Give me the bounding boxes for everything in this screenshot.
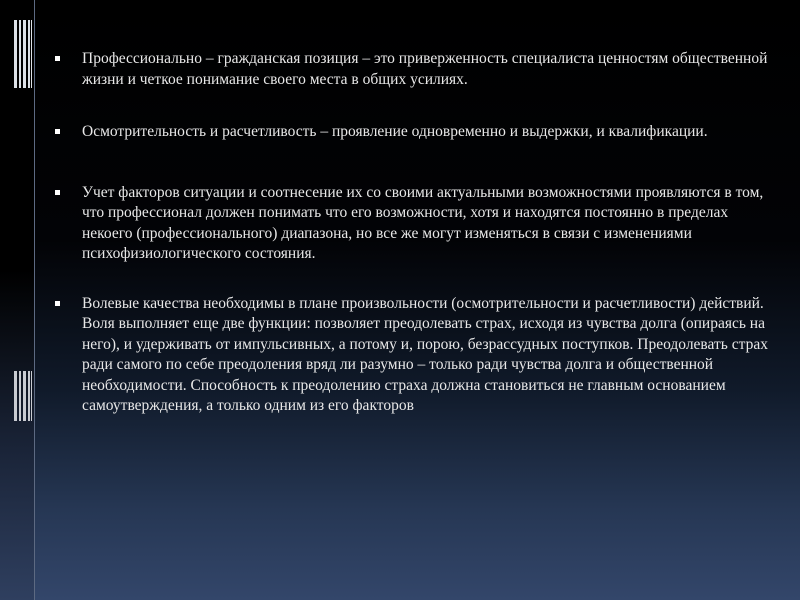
- paragraph-text: Осмотрительность и расчетливость – проявление одновременно и выдержки, и квалификации.: [82, 123, 708, 140]
- left-decor-band: [0, 0, 34, 600]
- paragraph-text: Учет факторов ситуации и соотнесение их со своими актуальными возможностями проявляются в том, что профессионал должен понимать что его возможности, хотя и находятся постоянно в пределах некоего (профессионального) диапазона, но все же могут изменяться в связи с изменениями психофизиологического состояния.: [82, 183, 764, 262]
- square-bullet-icon: [55, 56, 60, 61]
- paragraph-text: Волевые качества необходимы в плане произвольности (осмотрительности и расчетливости) действий. Воля выполняет еще две функции: позволяет преодолевать страх, исходя из чувства долга (опираясь на него), и удерживать от импульсивных, а потому и, порою, безрассудных поступков. Преодолевать страх ради самого по себе преодоления вряд ли разумно – только ради чувства долга и общественной необходимости. Способность к преодолению страха должна становиться не главным основанием самоутверждения, а только одним из его факторов: [82, 294, 768, 414]
- bullet-paragraph-1: [55, 49, 780, 90]
- square-bullet-icon: [55, 129, 60, 134]
- paragraph-text: Профессионально – гражданская позиция – это приверженность специалиста ценностям общественной жизни и четкое понимание своего места в общих усилиях.: [82, 50, 768, 88]
- decorative-stripes-bottom: [14, 371, 32, 421]
- square-bullet-icon: [55, 301, 60, 306]
- bullet-paragraph-4: [55, 294, 780, 417]
- bullet-paragraph-2: [55, 122, 780, 143]
- vertical-divider-line: [34, 0, 35, 600]
- bullet-paragraph-3: [55, 183, 780, 265]
- slide-content: [55, 49, 780, 449]
- decorative-stripes-top: [14, 20, 32, 88]
- square-bullet-icon: [55, 190, 60, 195]
